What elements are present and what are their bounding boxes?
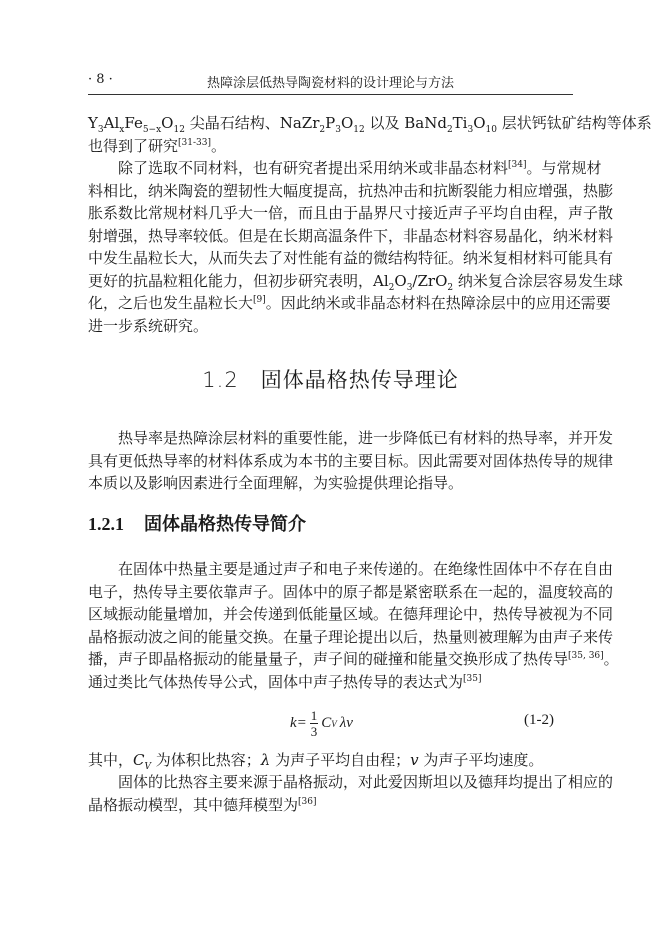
text-segment: 。: [603, 650, 619, 668]
text-line: [88, 113, 652, 135]
text-segment: λ: [260, 751, 271, 769]
text-line: [88, 627, 614, 647]
page-number: · 8 ·: [88, 72, 113, 87]
text-line: [88, 582, 614, 602]
text-segment: 料相比，纳米陶瓷的塑韧性大幅度提高，抗热冲击和抗断裂能力相应增强，热膨: [88, 182, 614, 200]
section-heading: [0, 364, 661, 394]
text-segment: 本质以及影响因素进行全面理解，为实验提供理论指导。: [88, 474, 464, 492]
text-segment: 。: [210, 137, 226, 155]
text-segment: 热导率是热障涂层材料的重要性能，进一步降低已有材料的热导率，并开发: [118, 429, 614, 447]
text-segment: 更好的抗晶粒粗化能力，但初步研究表明，Al: [88, 272, 389, 290]
text-segment: O: [161, 114, 174, 132]
text-segment: 播，声子即晶格振动的能量量子，声子间的碰撞和能量交换形成了热传导: [88, 650, 569, 668]
text-line: [88, 136, 573, 156]
text-segment: 具有更低热导率的材料体系成为本书的主要目标。因此需要对固体热传导的规律: [88, 452, 614, 470]
subsection-heading: [88, 510, 306, 536]
citation: [36]: [298, 797, 317, 807]
text-segment: Y: [88, 114, 98, 132]
citation: [31-33]: [178, 138, 211, 148]
text-line: [118, 559, 614, 579]
text-segment: 以及 BaNd: [364, 114, 447, 132]
text-line: [88, 672, 573, 692]
text-line: [88, 795, 573, 815]
text-segment: O: [394, 272, 407, 290]
fraction: [310, 708, 319, 739]
text-line: [88, 316, 573, 336]
text-line: [88, 451, 614, 471]
text-segment: 区域振动能量增加，并会传递到低能量区域。在德拜理论中，热传导被视为不同: [88, 605, 614, 623]
text-line: [88, 604, 614, 624]
text-segment: 。与常规材: [526, 159, 602, 177]
equation: k= $\frac{1}{3}$ C V λv: [290, 708, 353, 739]
subscript: 12: [173, 125, 185, 135]
text-segment: 为体积比热容；: [151, 751, 261, 769]
subscript: 3: [406, 283, 413, 293]
text-line: [88, 226, 614, 246]
text-segment: 固体的比热容主要来源于晶格振动，对此爱因斯坦以及德拜均提出了相应的: [118, 773, 614, 791]
equation-number: (1-2): [524, 712, 554, 728]
subsection-title: 固体晶格热传导简介: [144, 514, 306, 535]
text-segment: 晶格振动波之间的能量交换。在量子理论提出以后，热量则被理解为由声子来传: [88, 628, 614, 646]
text-segment: 除了选取不同材料，也有研究者提出采用纳米或非晶态材料: [118, 159, 509, 177]
text-segment: /ZrO: [412, 272, 448, 290]
book-title: 热障涂层低热导陶瓷材料的设计理论与方法: [206, 76, 454, 91]
text-segment: Fe: [124, 114, 143, 132]
text-segment: 化，之后也发生晶粒长大: [88, 294, 254, 312]
equation-rest: λv: [339, 715, 353, 731]
text-line: [88, 271, 623, 293]
text-line: [88, 248, 614, 268]
text-segment: 。因此纳米或非晶态材料在热障涂层中的应用还需要: [265, 294, 611, 312]
text-segment: 胀系数比常规材料几乎大一倍，而且由于晶界尺寸接近声子平均自由程，声子散: [88, 204, 614, 222]
text-segment: 其中，: [88, 751, 134, 769]
subscript: 3: [335, 125, 341, 135]
text-segment: 进一步系统研究。: [88, 317, 209, 335]
running-header: [88, 70, 573, 95]
subscript: 2: [388, 283, 395, 293]
text-segment: 纳米复合涂层容易发生球: [453, 272, 623, 290]
text-segment: v: [410, 751, 419, 769]
text-segment: 电子，热传导主要依靠声子。固体中的原子都是紧密联系在一起的，温度较高的: [88, 583, 614, 601]
subscript: x: [119, 125, 125, 135]
subscript: 2: [319, 125, 326, 135]
section-number: 1.2: [202, 368, 239, 392]
section-title: 固体晶格热传导理论: [260, 368, 459, 392]
text-line: [88, 293, 611, 313]
subscript: 10: [485, 125, 497, 135]
text-line: [118, 772, 614, 792]
text-segment: 为声子平均速度。: [418, 751, 544, 769]
text-segment: 为声子平均自由程；: [270, 751, 411, 769]
subscript: 12: [353, 125, 365, 135]
subscript: 2: [447, 283, 454, 293]
text-segment: 在固体中热量主要是通过声子和电子来传递的。在绝缘性固体中不存在自由: [118, 560, 614, 578]
text-line: [88, 203, 614, 223]
text-line: [88, 750, 573, 770]
text-line: [88, 649, 619, 669]
text-segment: 尖晶石结构、NaZr: [184, 114, 320, 132]
subscript: 5−x: [142, 125, 162, 135]
subscript: V: [144, 762, 151, 772]
text-segment: O: [340, 114, 354, 132]
text-segment: Al: [103, 114, 120, 132]
text-segment: 也得到了研究: [88, 137, 179, 155]
text-line: [88, 181, 614, 201]
text-segment: Ti: [452, 114, 468, 132]
citation: [35, 36]: [568, 651, 604, 661]
text-segment: C: [133, 751, 145, 769]
subscript: 3: [467, 125, 474, 135]
text-segment: O: [473, 114, 486, 132]
text-segment: P: [325, 114, 336, 132]
text-line: [118, 158, 602, 178]
numerator: 1: [310, 708, 318, 723]
text-segment: 晶格振动模型，其中德拜模型为: [88, 796, 299, 814]
text-line: [118, 428, 614, 448]
text-line: [88, 473, 573, 493]
subsection-number: 1.2.1: [88, 514, 124, 534]
equation-lhs: k=: [290, 715, 307, 731]
subscript: 2: [446, 125, 453, 135]
text-segment: 中发生晶粒长大，从而失去了对性能有益的微结构特征。纳米复相材料可能具有: [88, 249, 614, 267]
subscript: 3: [97, 125, 104, 135]
citation: [34]: [508, 160, 527, 170]
text-segment: 射增强，热导率较低。但是在长期高温条件下，非晶态材料容易晶化，纳米材料: [88, 227, 614, 245]
text-segment: 通过类比气体热传导公式，固体中声子热传导的表达式为: [88, 673, 464, 691]
denominator: 3: [310, 724, 318, 739]
text-segment: 层状钙钛矿结构等体系: [496, 114, 652, 132]
citation: [9]: [253, 295, 266, 305]
equation-cv: C: [321, 715, 332, 731]
citation: [35]: [463, 674, 482, 684]
